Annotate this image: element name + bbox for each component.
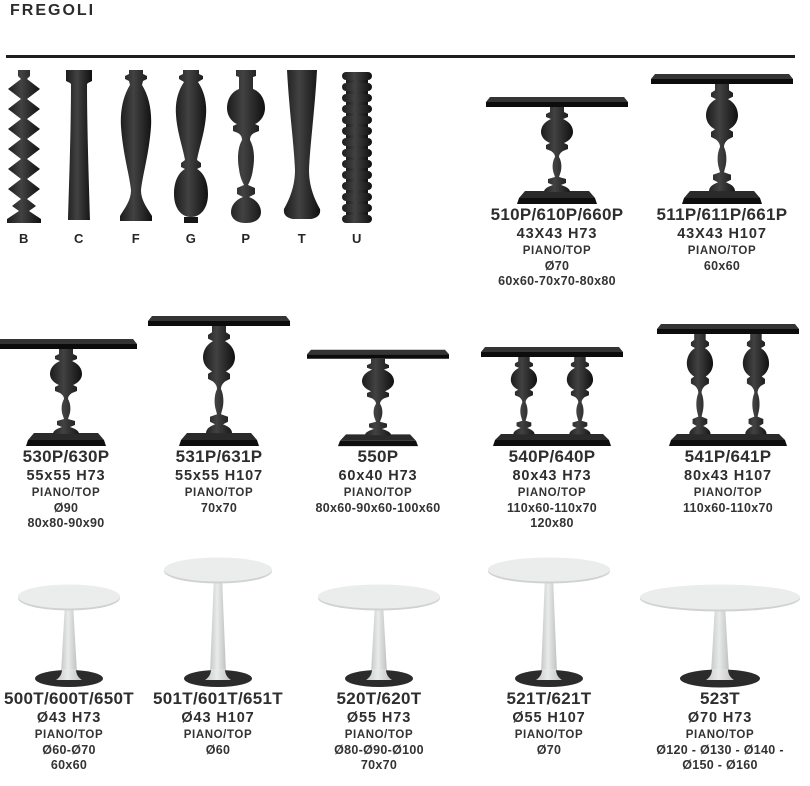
product-model: 501T/601T/651T [153,689,283,708]
product-top-option: Ø80-Ø90-Ø100 [334,743,424,757]
table-white-tall-image [464,556,634,689]
product-top-option: 70x70 [200,501,238,515]
product-model: 531P/631P [175,447,263,466]
page-title: FREGOLI [10,2,96,19]
leg-shape-g-icon [171,70,211,225]
leg-profile-g [168,70,214,246]
product-top-option: 120x80 [530,516,574,530]
leg-profile-c [56,70,102,246]
product-top-option: 60x60 [703,259,741,273]
product-size: 80x43 H73 [512,468,592,484]
table-black-short-image [0,337,141,447]
product-top-label: PIANO/TOP [343,487,413,499]
table-black-tall-image [144,314,294,447]
product-531p-631p [129,314,309,516]
product-top-option: 60x60-70x70-80x80 [498,274,616,288]
product-caption [129,447,309,516]
leg-profile-p [223,70,269,246]
product-top-label: PIANO/TOP [184,487,254,499]
product-caption [630,689,810,773]
leg-shape-c-icon [59,70,99,225]
table-white-short-image [294,583,464,689]
product-size: 60x40 H73 [338,468,418,484]
product-510p-610p-660p [467,95,647,289]
product-511p-611p-661p [632,72,810,274]
leg-profile-u [334,70,380,246]
leg-label-g: G [185,231,197,246]
product-model: 530P/630P [22,447,110,466]
product-top-label: PIANO/TOP [687,245,757,257]
product-model: 500T/600T/650T [4,689,134,708]
product-size: Ø55 H107 [512,710,586,726]
leg-profile-b [1,70,47,246]
product-top-label: PIANO/TOP [34,729,104,741]
product-top-label: PIANO/TOP [693,487,763,499]
product-size: 43X43 H107 [677,226,767,242]
product-523t [630,583,810,773]
product-550p [288,348,468,516]
product-top-label: PIANO/TOP [344,729,414,741]
product-501t-601t-651t [128,556,308,758]
product-top-option: Ø150 - Ø160 [682,758,758,772]
product-top-option: Ø70 [544,259,570,273]
product-size: 55x55 H73 [26,468,106,484]
product-top-option: Ø60-Ø70 [42,743,96,757]
product-caption [638,447,810,516]
product-top-option: 110x60-110x70 [506,501,598,515]
product-size: Ø43 H73 [36,710,102,726]
product-top-label: PIANO/TOP [31,487,101,499]
leg-label-b: B [19,231,29,246]
product-size: 80x43 H107 [683,468,772,484]
product-model: 520T/620T [336,689,422,708]
product-top-option: Ø120 - Ø130 - Ø140 - [656,743,784,757]
product-model: 510P/610P/660P [490,205,624,224]
product-caption [288,447,468,516]
table-black-double-short-image [477,345,627,447]
leg-label-p: P [241,231,251,246]
product-top-option: Ø60 [205,743,231,757]
product-size: Ø43 H107 [181,710,255,726]
product-model: 511P/611P/661P [656,205,788,224]
product-caption [459,689,639,758]
leg-label-f: F [131,231,141,246]
leg-shape-b-icon [4,70,44,225]
product-model: 540P/640P [508,447,596,466]
product-top-label: PIANO/TOP [514,729,584,741]
product-caption [128,689,308,758]
leg-label-c: C [74,231,84,246]
leg-shape-u-icon [337,70,377,225]
product-size: Ø70 H73 [687,710,753,726]
product-top-option: 70x70 [360,758,398,772]
product-model: 541P/641P [684,447,772,466]
leg-label-u: U [352,231,362,246]
leg-shape-t-icon [282,70,322,225]
leg-label-t: T [297,231,307,246]
leg-shape-p-icon [226,70,266,225]
product-top-label: PIANO/TOP [522,245,592,257]
product-size: 55x55 H107 [174,468,263,484]
table-white-wide-image [635,583,805,689]
product-540p-640p [462,345,642,531]
product-top-label: PIANO/TOP [183,729,253,741]
product-top-option: 80x80-90x90 [27,516,105,530]
product-top-option: 110x60-110x70 [682,501,774,515]
table-white-tall-image [133,556,303,689]
product-541p-641p [638,322,810,516]
product-top-option: Ø70 [536,743,562,757]
product-model: 550P [357,447,399,466]
leg-shape-f-icon [116,70,156,225]
table-black-double-tall-image [653,322,803,447]
product-top-option: 80x60-90x60-100x60 [315,501,441,515]
product-top-option: Ø90 [53,501,79,515]
product-top-option: 60x60 [50,758,88,772]
product-size: 43X43 H73 [516,226,598,242]
product-521t-621t [459,556,639,758]
product-caption [632,205,810,274]
product-caption [462,447,642,531]
product-caption [467,205,647,289]
product-model: 523T [700,689,740,708]
table-black-low-image [303,348,453,447]
product-top-label: PIANO/TOP [517,487,587,499]
product-size: Ø55 H73 [346,710,412,726]
leg-profile-t [279,70,325,246]
product-model: 521T/621T [506,689,592,708]
table-black-tall-image [647,72,797,205]
product-top-label: PIANO/TOP [685,729,755,741]
product-520t-620t [289,583,469,773]
product-caption [289,689,469,773]
leg-profile-f [113,70,159,246]
table-black-short-image [482,95,632,205]
header-divider [6,55,795,58]
